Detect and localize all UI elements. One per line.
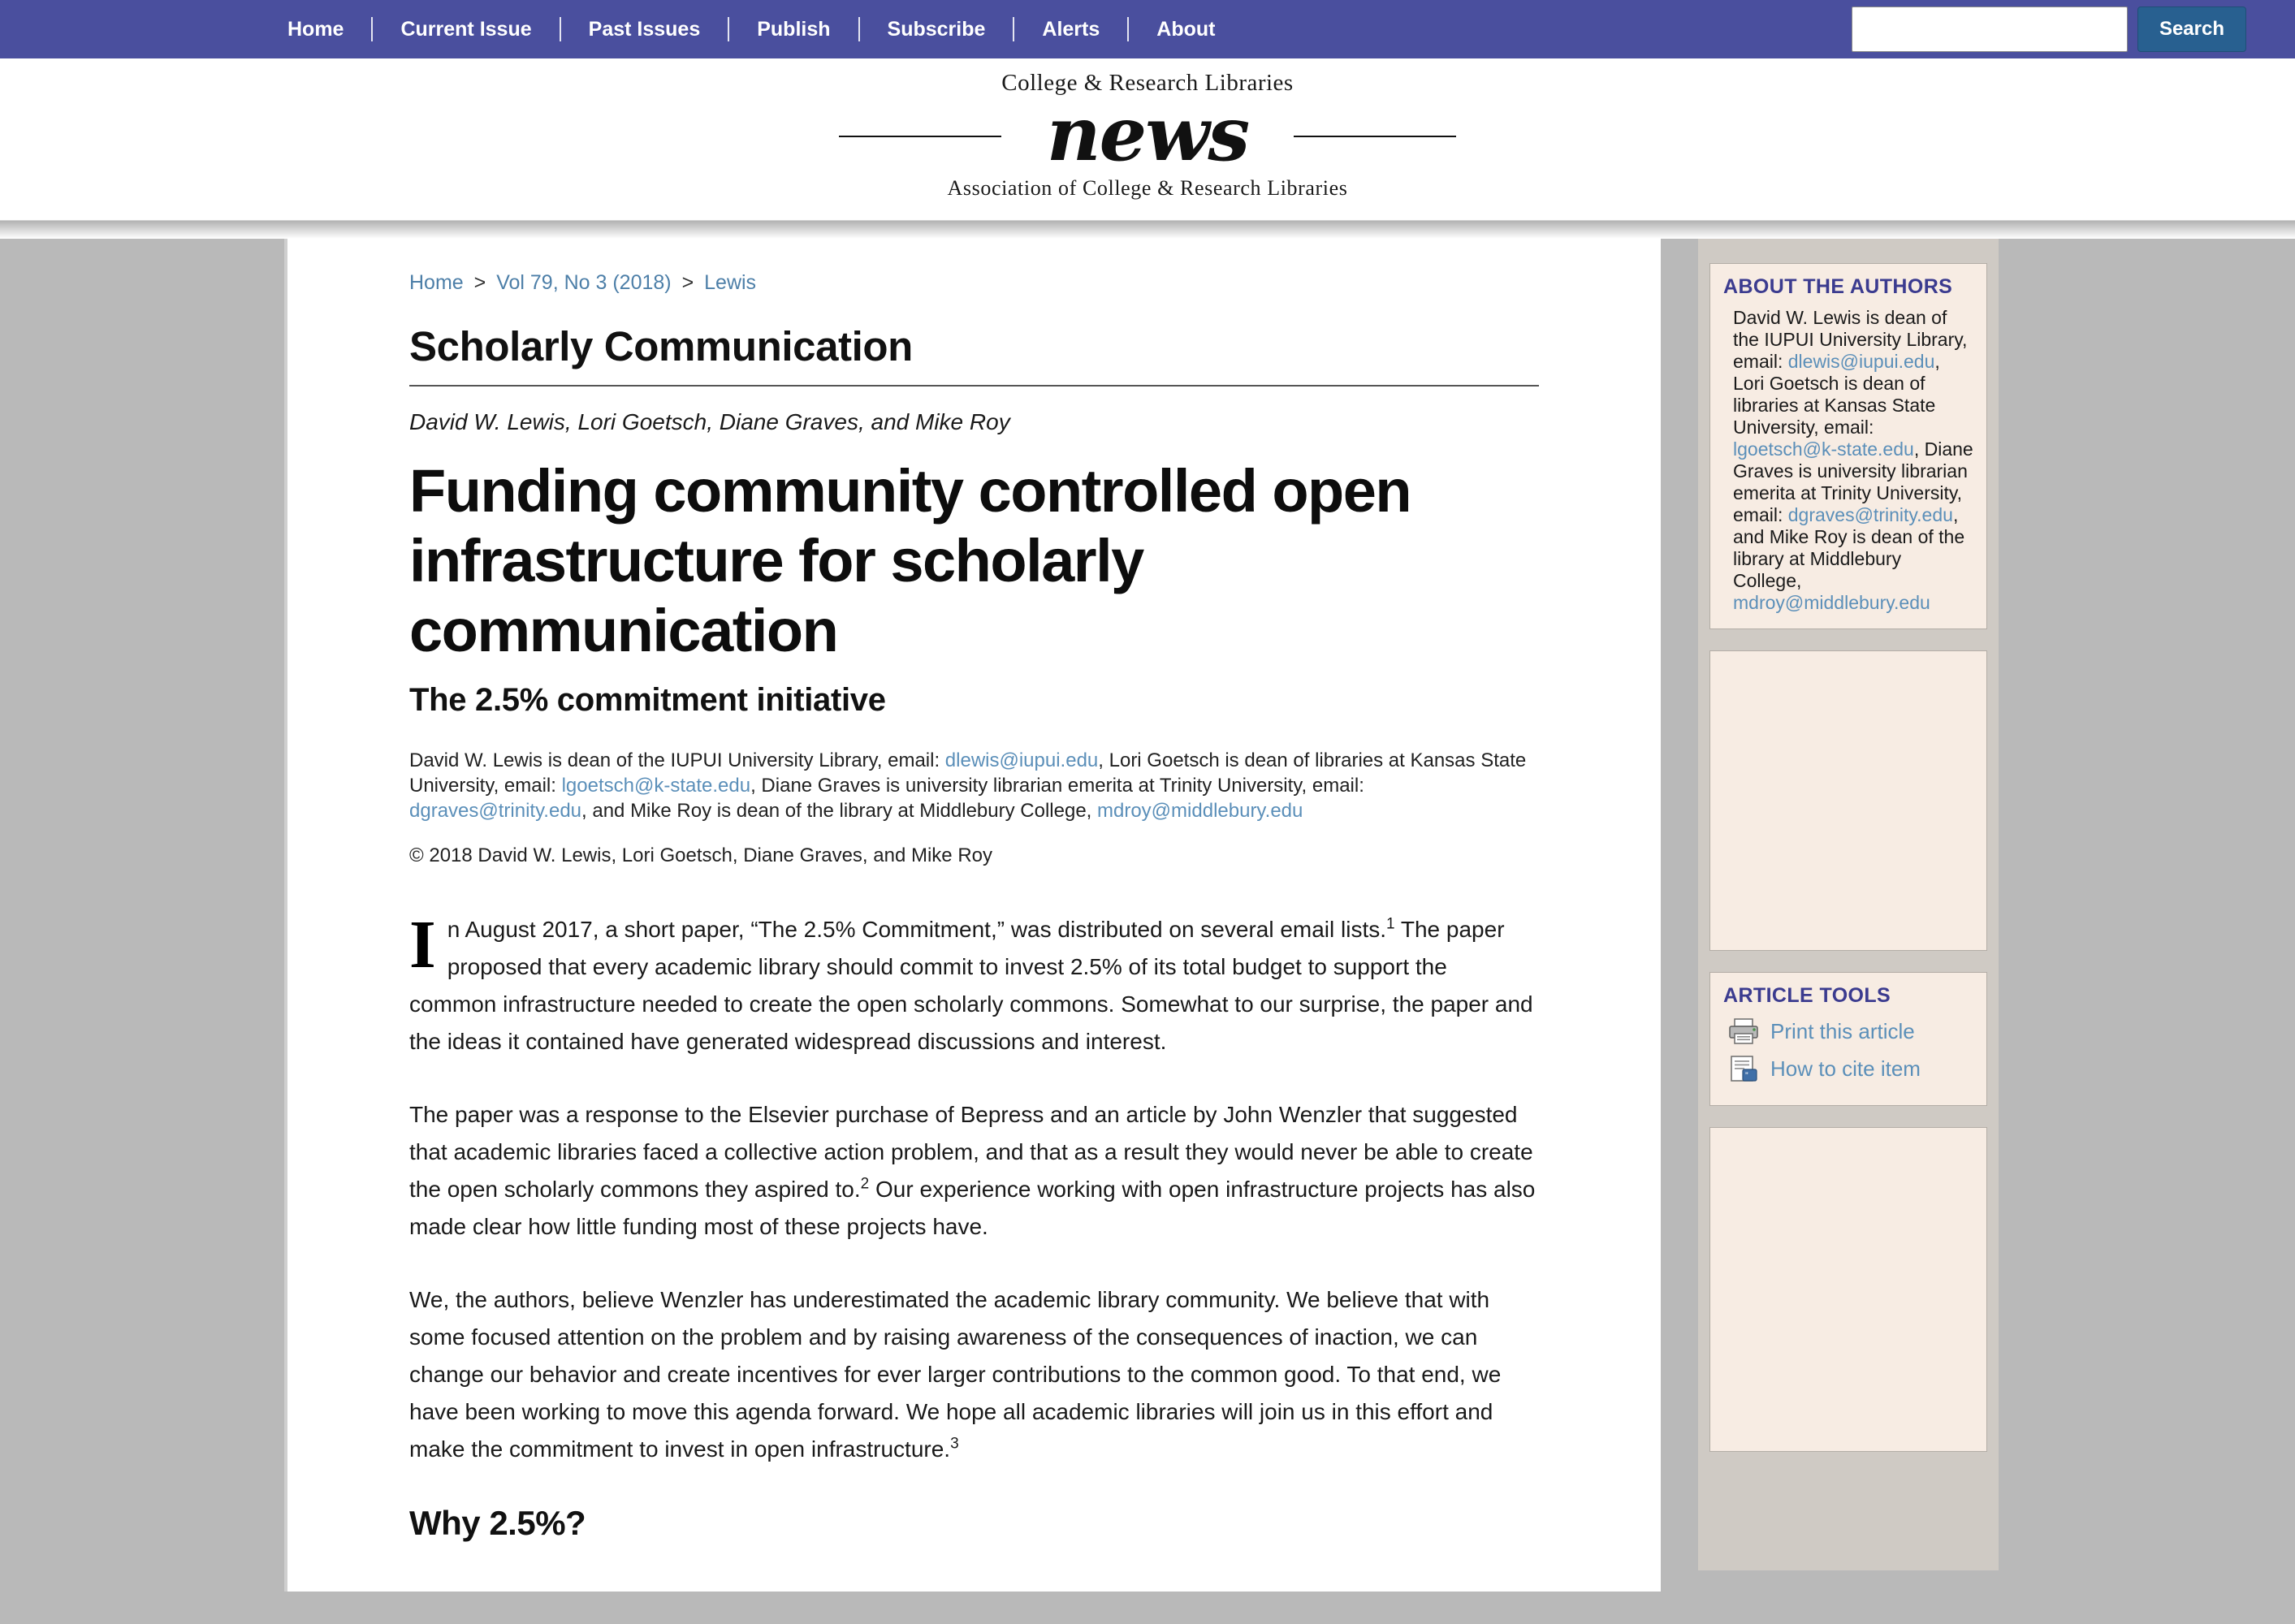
byline-text-1: David W. Lewis is dean of the IUPUI University Library, email: — [409, 749, 945, 771]
print-this-article-label[interactable]: Print this article — [1770, 1018, 1915, 1043]
breadcrumb-separator: > — [473, 271, 486, 294]
byline-text-2: , Lori Goetsch is dean of libraries at Kansas State University, email: — [409, 749, 1527, 797]
footnote-ref-3[interactable]: 3 — [950, 1435, 959, 1453]
how-to-cite-item-label[interactable]: How to cite item — [1770, 1056, 1921, 1081]
breadcrumb-home[interactable]: Home — [409, 271, 464, 294]
search-button[interactable]: Search — [2137, 6, 2246, 52]
article-tools-heading: ARTICLE TOOLS — [1723, 984, 1891, 1007]
page-title: Funding community controlled open infrastructure for scholarly communication — [409, 457, 1411, 664]
nav-item-current-issue[interactable]: Current Issue — [400, 18, 532, 41]
masthead-wordmark-text: news — [1046, 90, 1249, 178]
byline-text-3: , Diane Graves is university librarian emerita at Trinity University, email: — [750, 775, 1364, 797]
breadcrumb-issue[interactable]: Vol 79, No 3 (2018) — [496, 271, 672, 294]
nav-item-home[interactable]: Home — [287, 18, 344, 41]
article-subtitle: The 2.5% commitment initiative — [409, 682, 886, 718]
sidebar-block-placeholder-2 — [1709, 1127, 1987, 1452]
breadcrumb-author[interactable]: Lewis — [704, 271, 757, 294]
about-email-mdroy[interactable]: mdroy@middlebury.edu — [1733, 592, 1930, 613]
section-divider — [409, 385, 1539, 387]
byline-email-mdroy[interactable]: mdroy@middlebury.edu — [1097, 800, 1303, 822]
about-text-2: , Lori Goetsch is dean of libraries at Kansas State University, email: — [1733, 351, 1940, 438]
article-heading-why: Why 2.5%? — [409, 1504, 586, 1542]
masthead-wordmark — [839, 90, 1456, 178]
nav-item-alerts[interactable]: Alerts — [1042, 18, 1100, 41]
sidebar-block-article-tools — [1709, 972, 1987, 1106]
masthead-line-1: College & Research Libraries — [1001, 70, 1294, 96]
footnote-ref-1[interactable]: 1 — [1386, 915, 1395, 933]
article-authors: David W. Lewis, Lori Goetsch, Diane Graves, and Mike Roy — [409, 409, 1010, 434]
article-byline — [409, 748, 1539, 823]
about-email-dlewis[interactable]: dlewis@iupui.edu — [1787, 351, 1935, 372]
nav-divider — [728, 17, 729, 41]
nav-item-publish[interactable]: Publish — [757, 18, 831, 41]
article-paragraph-3 — [409, 1281, 1539, 1468]
page-layout — [0, 239, 2295, 1592]
dropcap-letter: I — [409, 907, 436, 983]
about-authors-text — [1723, 307, 1973, 614]
nav-divider — [1127, 17, 1129, 41]
main-content — [284, 239, 1661, 1592]
nav-divider — [858, 17, 860, 41]
about-text-3: , Diane Graves is university librarian emerita at Trinity University, email: — [1733, 438, 1973, 525]
breadcrumb-separator: > — [681, 271, 694, 294]
footnote-ref-2[interactable]: 2 — [860, 1175, 870, 1193]
nav-item-list — [260, 17, 1243, 41]
about-email-dgraves[interactable]: dgraves@trinity.edu — [1787, 504, 1953, 525]
about-email-lgoetsch[interactable]: lgoetsch@k-state.edu — [1733, 438, 1914, 460]
paragraph-1-text-a: n August 2017, a short paper, “The 2.5% Commitment,” was distributed on several email lists. — [447, 917, 1387, 942]
byline-text-4: , and Mike Roy is dean of the library at Middlebury College, — [581, 800, 1097, 822]
top-navigation-bar — [0, 0, 2295, 58]
masthead-rule-left — [839, 136, 1001, 137]
breadcrumb — [409, 271, 1539, 295]
nav-item-past-issues[interactable]: Past Issues — [588, 18, 701, 41]
svg-text:”: ” — [1745, 1071, 1748, 1081]
nav-item-about[interactable]: About — [1156, 18, 1216, 41]
page-background — [0, 239, 2295, 1624]
nav-divider — [560, 17, 561, 41]
search-input[interactable] — [1852, 6, 2128, 52]
paragraph-2-text-b: Our experience working with open infrastructure projects has also made clear how little funding most of these projects have. — [409, 1177, 1536, 1239]
copyright-line: © 2018 David W. Lewis, Lori Goetsch, Diane Graves, and Mike Roy — [409, 844, 992, 866]
article-tool-cite[interactable] — [1728, 1055, 1973, 1082]
byline-email-dlewis[interactable]: dlewis@iupui.edu — [944, 749, 1099, 771]
sidebar-block-about-authors — [1709, 263, 1987, 629]
sidebar — [1698, 239, 1999, 1570]
cite-icon — [1728, 1055, 1759, 1082]
printer-icon — [1728, 1017, 1759, 1045]
paragraph-3-text-a: We, the authors, believe Wenzler has underestimated the academic library community. We believe that with some focused attention on the problem and by raising awareness of the consequences of inaction, we can change our behavior and create incentives for ever larger contributions to the common good. To that end, we have been working to move this agenda forward. We hope all academic libraries will join us in this effort and make the commitment to invest in open infrastructure. — [409, 1287, 1502, 1462]
header-shadow — [0, 221, 2295, 239]
article-paragraph-2 — [409, 1096, 1539, 1246]
paragraph-1-text-b: The paper proposed that every academic library should commit to invest 2.5% of its total budget to support the common infrastructure needed to create the open scholarly commons. Somewhat to our surprise, the paper and the ideas it contained have generated widespread discussions and interest. — [409, 917, 1533, 1054]
paragraph-2-text-a: The paper was a response to the Elsevier purchase of Bepress and an article by John Wenzler that suggested that academic libraries faced a collective action problem, and that as a result they would never be able to create the open scholarly commons they aspired to. — [409, 1102, 1533, 1202]
about-text-1: David W. Lewis is dean of the IUPUI University Library, email: — [1733, 307, 1968, 372]
section-title: Scholarly Communication — [409, 323, 913, 369]
nav-divider — [371, 17, 373, 41]
masthead-rule-right — [1294, 136, 1456, 137]
masthead-line-3: Association of College & Research Libraries — [947, 176, 1348, 200]
sidebar-block-placeholder-1 — [1709, 650, 1987, 951]
about-text-4: , and Mike Roy is dean of the library at Middlebury College, — [1733, 504, 1965, 591]
masthead-logo[interactable] — [839, 70, 1456, 201]
about-authors-heading: ABOUT THE AUTHORS — [1723, 275, 1953, 298]
masthead — [0, 58, 2295, 221]
byline-email-lgoetsch[interactable]: lgoetsch@k-state.edu — [561, 775, 751, 797]
article-paragraph-1 — [409, 907, 1539, 1060]
byline-email-dgraves[interactable]: dgraves@trinity.edu — [409, 800, 582, 822]
nav-divider — [1013, 17, 1014, 41]
search-area — [1852, 6, 2246, 52]
nav-item-subscribe[interactable]: Subscribe — [887, 18, 986, 41]
article-tool-print[interactable] — [1728, 1017, 1973, 1045]
